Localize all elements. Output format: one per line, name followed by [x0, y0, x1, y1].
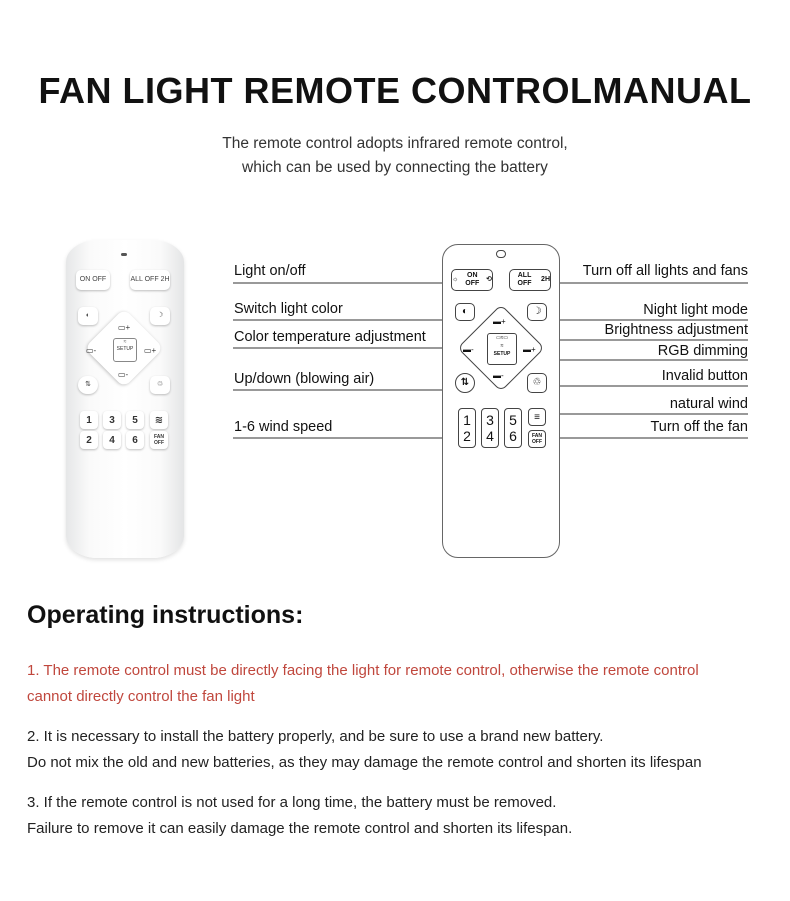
diagram-brightness-down-icon: ▬-: [493, 371, 504, 380]
photo-speed-key: 5: [126, 411, 144, 429]
diagram-natural-wind-icon: ≡: [528, 408, 546, 426]
diagram-all-off-button: ALL OFF 2H: [509, 269, 551, 291]
photo-speed-key: 6: [126, 431, 144, 449]
label-up-down: Up/down (blowing air): [234, 371, 375, 387]
label-switch-color: Switch light color: [234, 301, 343, 317]
label-rgb: RGB dimming: [657, 343, 748, 359]
label-night-light: Night light mode: [643, 302, 748, 318]
diagram-speed-key-1-2: 1 2: [458, 408, 476, 448]
label-turn-off-fan: Turn off the fan: [650, 419, 748, 435]
diagram-setup-button: ▭≈▭ ≈ SETUP: [487, 333, 517, 365]
label-invalid: Invalid button: [661, 368, 748, 384]
diagram-fan-off-button: FAN OFF: [528, 430, 546, 448]
photo-natural-wind-icon: ≋: [150, 411, 168, 429]
photo-brightness-up-icon: ▭+: [118, 323, 131, 332]
label-natural-wind: natural wind: [669, 396, 748, 412]
diagram-temp-plus-icon: ▬+: [523, 345, 536, 354]
diagram-temp-minus-icon: ▬-: [463, 345, 474, 354]
photo-speed-key: 4: [103, 431, 121, 449]
photo-all-off-button: ALL OFF 2H: [130, 270, 170, 290]
label-light-on-off: Light on/off: [234, 263, 306, 279]
instruction-1: 1. The remote control must be directly facing the light for remote control, otherwise the remote control cannot directly control the fan light: [27, 662, 699, 705]
photo-on-off-button: ON OFF: [76, 270, 110, 290]
label-wind-speed: 1-6 wind speed: [234, 419, 333, 435]
page-title: FAN LIGHT REMOTE CONTROLMANUAL: [38, 70, 752, 111]
instruction-2: 2. It is necessary to install the battery properly, and be sure to use a brand new battery. Do not mix the old and new batteries, as they may damage the remote control and shorten its lifespan: [27, 728, 702, 771]
diagram-brightness-up-icon: ▬+: [493, 317, 506, 326]
remote-diagram: [442, 244, 560, 558]
photo-speed-key: 3: [103, 411, 121, 429]
diagram-speed-key-5-6: 5 6: [504, 408, 522, 448]
ir-led-icon: [496, 250, 506, 258]
instructions-heading: Operating instructions:: [27, 601, 304, 629]
diagram-on-off-button: ☼ ON OFF ⟲: [451, 269, 493, 291]
photo-brightness-down-icon: ▭-: [118, 370, 129, 379]
diagram-color-switch-icon: ◐: [455, 303, 475, 321]
photo-invalid-icon: ♲: [150, 376, 170, 394]
photo-temp-minus-icon: ▭-: [86, 346, 97, 355]
photo-fan-off-button: FAN OFF: [150, 431, 168, 449]
diagram-speed-key-3-4: 3 4: [481, 408, 499, 448]
diagram-invalid-icon: ♲: [527, 373, 547, 393]
subtitle-line-2: which can be used by connecting the battery: [242, 159, 548, 176]
diagram-moon-icon: ☽: [527, 303, 547, 321]
label-brightness: Brightness adjustment: [604, 322, 748, 338]
photo-setup-button: ≈ SETUP: [113, 338, 137, 362]
photo-color-switch-icon: ◐: [78, 307, 98, 325]
label-turn-off-all: Turn off all lights and fans: [582, 263, 748, 279]
diagram-up-down-icon: ⇅: [455, 373, 475, 393]
label-color-temp: Color temperature adjustment: [234, 329, 426, 345]
photo-up-down-icon: ⇅: [78, 376, 98, 394]
photo-temp-plus-icon: ▭+: [144, 346, 157, 355]
photo-speed-key: 2: [80, 431, 98, 449]
photo-moon-icon: ☽: [150, 307, 170, 325]
subtitle-line-1: The remote control adopts infrared remote control,: [222, 135, 568, 152]
instruction-3: 3. If the remote control is not used for a long time, the battery must be removed. Failure to remove it can easily damage the remote control and shorten its lifespan.: [27, 794, 573, 837]
photo-speed-key: 1: [80, 411, 98, 429]
